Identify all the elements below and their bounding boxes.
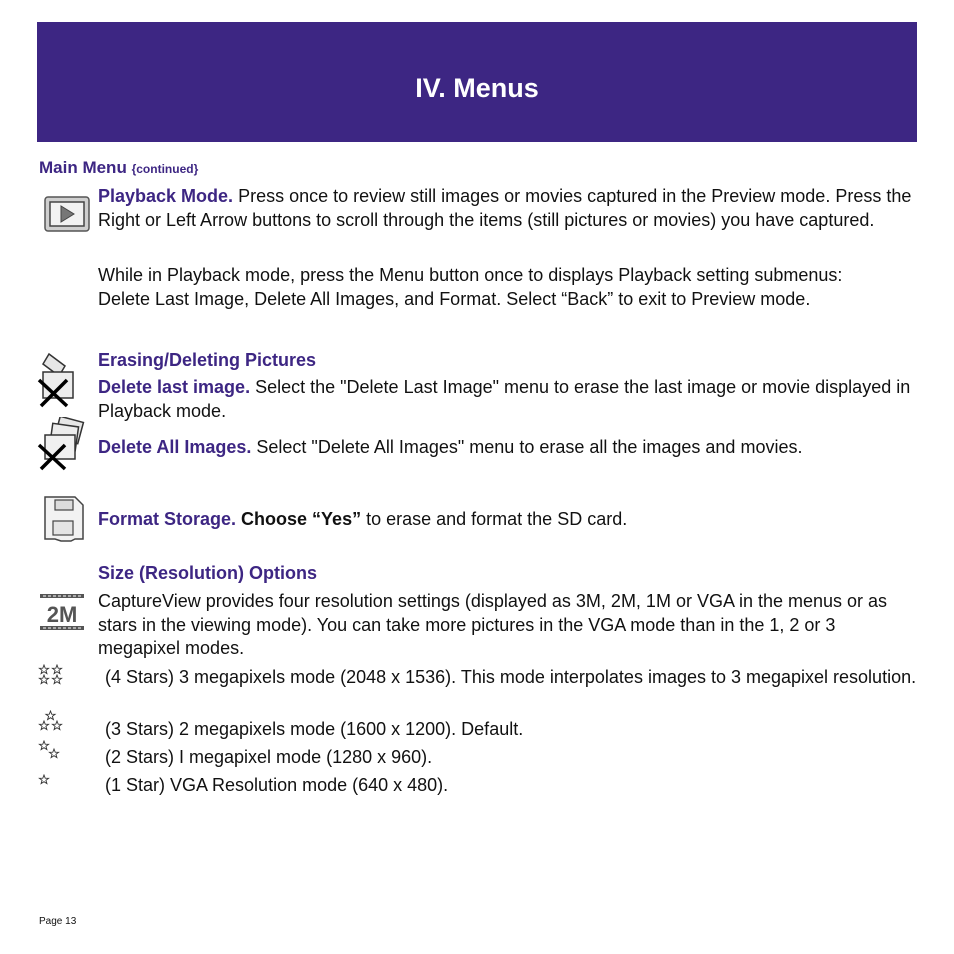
size-heading: Size (Resolution) Options [98, 563, 317, 583]
delete-all-lead: Delete All Images. [98, 437, 252, 457]
delete-all-icon [37, 417, 87, 471]
playback-paragraph [98, 185, 918, 232]
size-icon-label: 2M [46, 602, 78, 627]
page-title: IV. Menus [415, 73, 539, 103]
section-heading-main-menu [39, 157, 198, 180]
size-intro-paragraph: CaptureView provides four resolution settings (displayed as 3M, 2M, 1M or VGA in the menus or as stars in the viewing mode). You can take more pictures in the VGA mode than in the 1, 2 or 3 megapixel modes. [98, 591, 888, 658]
playback-paragraph-2: While in Playback mode, press the Menu button once to displays Playback setting submenus: Delete Last Image, Delete All Images, and Format. Select “Back” to exit to Preview mode. [98, 265, 843, 309]
sd-card-icon [41, 495, 85, 543]
delete-all-text: Select "Delete All Images" menu to erase all the images and movies. [251, 437, 803, 457]
play-icon [44, 196, 90, 232]
header-banner [37, 22, 917, 142]
delete-last-icon [37, 352, 79, 408]
four-stars-icon [38, 664, 64, 686]
delete-last-dot: . [245, 377, 251, 397]
three-stars-icon [38, 710, 64, 732]
format-paragraph [98, 508, 918, 532]
continued-label: {continued} [131, 162, 199, 176]
format-lead: Format Storage. [98, 509, 237, 529]
size-2m-icon [39, 592, 85, 632]
delete-last-lead: Delete last image [98, 377, 246, 397]
playback-text: Press once to review still images or movies captured in the Preview mode. Press the Right or Left Arrow buttons to scroll through the items (still pictures or movies) you have captured. [98, 186, 912, 230]
erasing-heading: Erasing/Deleting Pictures [98, 350, 317, 370]
delete-last-paragraph [98, 376, 918, 423]
format-choose: Choose “Yes” [236, 509, 362, 529]
two-stars-icon [38, 740, 64, 762]
main-menu-label: Main Menu [39, 158, 127, 177]
option-two-stars: (2 Stars) I megapixel mode (1280 x 960). [105, 747, 433, 767]
page-number: Page 13 [39, 916, 77, 927]
playback-lead: Playback Mode. [98, 186, 234, 206]
option-four-stars: (4 Stars) 3 megapixels mode (2048 x 1536). This mode interpolates images to 3 megapixel resolution. [105, 667, 917, 687]
delete-all-paragraph [98, 436, 918, 460]
one-star-icon [38, 774, 52, 786]
option-three-stars: (3 Stars) 2 megapixels mode (1600 x 1200). Default. [105, 719, 524, 739]
format-text: to erase and format the SD card. [361, 509, 628, 529]
delete-last-text: Select the "Delete Last Image" menu to erase the last image or movie displayed in Playback mode. [98, 377, 911, 421]
option-one-star: (1 Star) VGA Resolution mode (640 x 480). [105, 775, 449, 795]
